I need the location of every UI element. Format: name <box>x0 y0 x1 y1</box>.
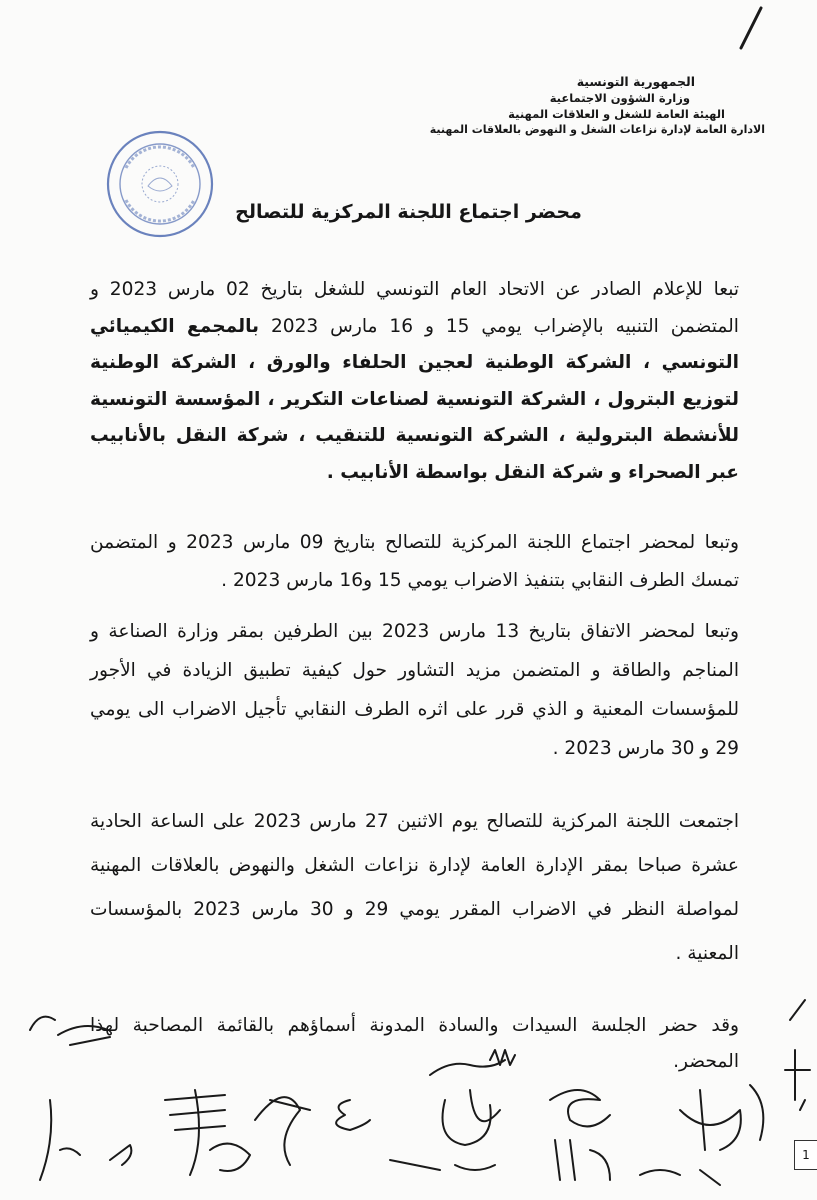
letterhead <box>345 74 765 138</box>
letterhead-ministry: وزارة الشؤون الاجتماعية <box>549 91 690 105</box>
paragraph-agreement: وتبعا لمحضر الاتفاق بتاريخ 13 مارس 2023 بين الطرفين بمقر وزارة الصناعة و المناجم والطاقة و المتضمن مزيد التشاور حول كيفية تطبيق الزيادة في الأجور للمؤسسات المعنية و الذي قرر على اثره الطرف النقابي تأجيل الاضراب الى يومي 29 و 30 مارس 2023 . <box>90 621 740 759</box>
paragraph-strike-notice-text: تبعا للإعلام الصادر عن الاتحاد العام التونسي للشغل بتاريخ 02 مارس 2023 و المتضمن التنبيه بالإضراب يومي 15 و 16 مارس 2023 <box>90 279 740 337</box>
letterhead-authority: الهيئة العامة للشغل و العلاقات المهنية <box>508 107 725 121</box>
document-title: محضر اجتماع اللجنة المركزية للتصالح <box>235 201 582 223</box>
paragraph-strike-notice-companies: بالمجمع الكيميائي التونسي ، الشركة الوطنية لعجين الحلفاء والورق ، الشركة الوطنية لتوزيع البترول ، الشركة التونسية لصناعات التكرير ، المؤسسة التونسية للأنشطة البترولية ، الشركة التونسية للتنقيب ، شركة النقل بالأنابيب عبر الصحراء و شركة النقل بواسطة الأنابيب . <box>90 315 739 483</box>
handwritten-signatures <box>0 990 817 1200</box>
paragraph-previous-meeting: وتبعا لمحضر اجتماع اللجنة المركزية للتصالح بتاريخ 09 مارس 2023 و المتضمن تمسك الطرف النقابي بتنفيذ الاضراب يومي 15 و16 مارس 2023 . <box>90 532 739 591</box>
page-number: 1 <box>794 1140 817 1170</box>
official-stamp <box>104 128 216 240</box>
handwritten-slash-mark <box>735 4 765 54</box>
letterhead-republic: الجمهورية التونسية <box>576 74 695 89</box>
paragraph-attendance: وقد حضر الجلسة السيدات والسادة المدونة أسماؤهم بالقائمة المصاحبة لهذا المحضر. <box>90 1015 739 1072</box>
paragraph-strike-notice <box>90 272 739 491</box>
paragraph-meeting-details: اجتمعت اللجنة المركزية للتصالح يوم الاثنين 27 مارس 2023 على الساعة الحادية عشرة صباحا بمقر الإدارة العامة لإدارة نزاعات الشغل والنهوض بالعلاقات المهنية لمواصلة النظر في الاضراب المقرر يومي 29 و 30 مارس 2023 بالمؤسسات المعنية . <box>90 811 740 964</box>
letterhead-directorate: الادارة العامة لإدارة نزاعات الشغل و النهوض بالعلاقات المهنية <box>429 123 765 136</box>
